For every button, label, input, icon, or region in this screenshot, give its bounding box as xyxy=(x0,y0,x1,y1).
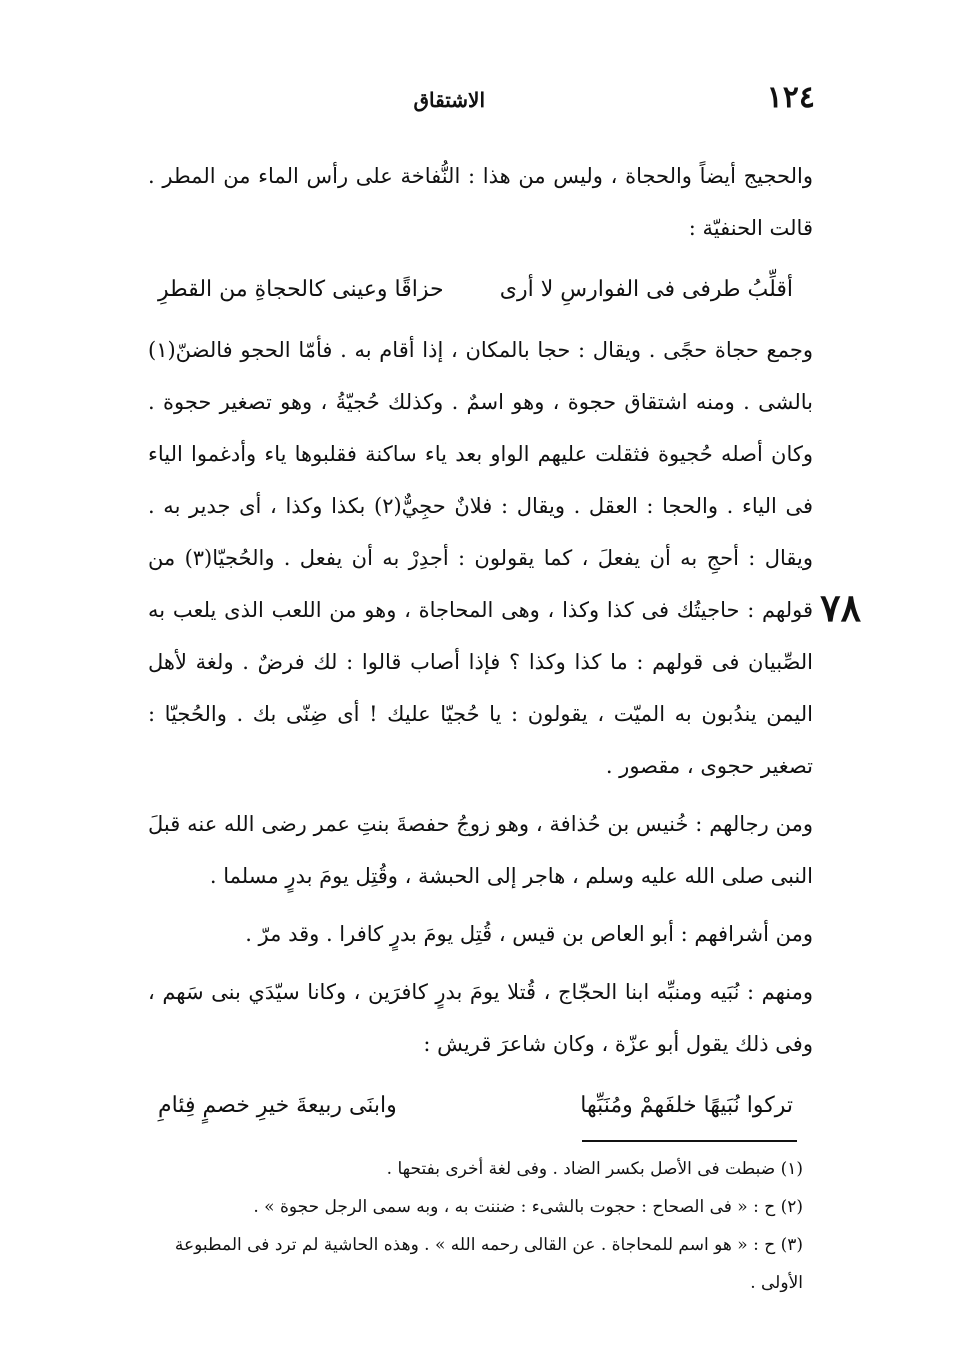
paragraph: والحجيج أيضاً والحجاة ، وليس من هذا : النُّفاخة على رأس الماء من المطر . قالت الحنفيّة : xyxy=(148,164,813,240)
footnotes xyxy=(143,1150,803,1302)
footnote: (١) ضبطت فى الأصل بكسر الضاد . وفى لغة أخرى بفتحها . xyxy=(386,1159,803,1179)
footnote-divider xyxy=(582,1140,797,1142)
verse-hemistich-left: حزاقًا وعينى كالحجاةِ من القطرِ xyxy=(158,277,444,302)
paragraph: ومن رجالهم : خُنيس بن حُذافة ، وهو زوجُ حفصةَ بنتِ عمر رضى الله عنه قبلَ النبى صلى الله عليه وسلم ، هاجر إلى الحبشة ، وقُتِل يومَ بدرٍ مسلما . xyxy=(148,812,813,888)
footnote: (٢) ح : « فى الصحاح : حجوت بالشىء : ضننت به ، وبه سمى الرجل حجوة » . xyxy=(253,1197,803,1217)
verse-hemistich-left: وابنَى ربيعةَ خيرِ خصمٍ فِئامِ xyxy=(158,1093,397,1118)
footnote: (٣) ح : « هو اسم للمحاجاة . عن القالى رحمه الله » . وهذه الحاشية لم ترد فى المطبوعة الأولى . xyxy=(174,1235,803,1293)
verse-line xyxy=(148,1070,813,1140)
verse-line xyxy=(148,254,813,324)
margin-number: ٧٨ xyxy=(820,585,861,630)
page-number: ١٢٤ xyxy=(766,80,815,115)
page-header xyxy=(130,80,815,120)
paragraph: ومنهم : نُبَيه ومنبِّه ابنا الحجّاج ، قُتلا يومَ بدرٍ كافرَين ، وكانا سيّدَي بنى سَهم ، وفى ذلك يقول أبو عزّة ، وكان شاعرَ قريش : xyxy=(148,980,813,1056)
main-text xyxy=(148,150,813,1140)
paragraph: وجمع حجاة حجًى . ويقال : حجا بالمكان ، إذا أقام به . فأمّا الحجو فالضنّ(١) بالشى . ومنه اشتقاق حجوة ، وهو اسمٌ . وكذلك حُجيّةُ ، وهو تصغير حجوة . وكان أصله حُجيوة فثقلت عليهم الواو بعد ياء ساكنة فقلبوها ياء وأدغموا الياء فى الياء . والحجا : العقل . ويقال : فلانٌ حجِيٌّ(٢) بكذا وكذا ، أى جدير به . ويقال : أحجِ به أن يفعلَ ، كما يقولون : أجدِرْ به أن يفعل . والحُجيّا(٣) من قولهم : حاجيتُك فى كذا وكذا ، وهى المحاجاة ، وهو من اللعب الذى يلعب به الصِّبيان فى قولهم : ما كذا وكذا ؟ فإذا أصاب قالوا : لك فرضٌ . ولغة لأهل اليمن يندُبون به الميّت ، يقولون : يا حُجيّا عليك ! أى ضِنّى بك . والحُجيّا : تصغير حجوى ، مقصور . xyxy=(148,338,813,778)
paragraph: ومن أشرافهم : أبو العاص بن قيس ، قُتِل يومَ بدرٍ كافرا . وقد مرّ . xyxy=(245,922,813,946)
verse-hemistich-right: أقلِّبُ طرفى فى الفوارسِ لا أرى xyxy=(499,277,793,302)
running-title: الاشتقاق xyxy=(413,88,485,112)
verse-hemistich-right: تركوا نُبَيهًا خلفَهمْ ومُنَبِّها xyxy=(580,1093,793,1118)
